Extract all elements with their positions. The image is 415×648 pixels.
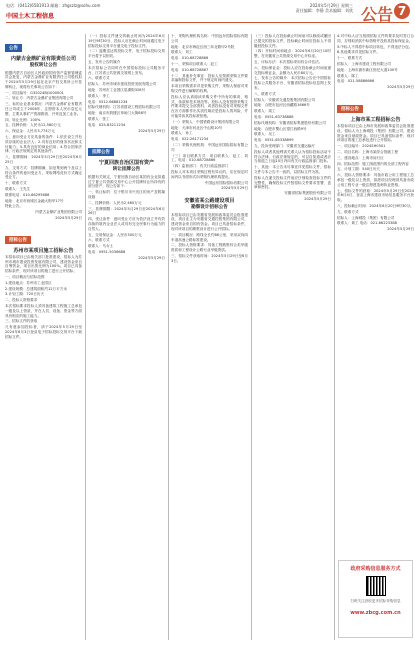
- section-tag-row: [5, 226, 82, 246]
- notice-paragraph: 5.中标人不得将中标项目转包，不得违法分包。: [337, 44, 413, 49]
- notice-paragraph: 投标人或者其他利害关系人认为招标投标活动不符合法律、行政法规规定的，可以自知道或者应当知道之日起10日内向有关行政监督部门投诉。: [254, 149, 331, 164]
- notice-paragraph: 2024年5月29日: [304, 196, 331, 201]
- notice-subtitle: 股权转让公告: [29, 63, 58, 68]
- notice-title: 上海市某工程招标公告: [350, 116, 401, 123]
- notice-paragraph: 四、受让条件：意向受让方应为依法设立并有效存续的境内企业法人或具有完全民事行为能力的自然人。: [88, 217, 165, 231]
- notice-paragraph: 特此公告。: [5, 204, 23, 209]
- notice-title: 苏州市某项目施工招标公告: [13, 247, 74, 254]
- notice-paragraph: 安徽省招标集团股份有限公司: [284, 191, 331, 196]
- notice-paragraph: 投标人对本项目采购过程有异议的，应在规定时间内以书面形式向采购代理机构提出。: [171, 169, 248, 179]
- notice-paragraph: 三、招标文件获取时间：2024年5月29日至6月3日。: [171, 253, 248, 263]
- notice-paragraph: 本次招标要求投标人须具备建筑工程施工总承包一级及以上资质，并在人员、设备、资金等方面具有相应的施工能力。: [5, 303, 82, 318]
- ad-title: 政府采购信息服务方式: [350, 566, 401, 572]
- page-number-badge: 7: [394, 3, 410, 19]
- notice-paragraph: 本招标项目已由相关部门批准建设，招标人为苏州市城市建设投资发展有限公司，建设资金来自自筹资金，项目出资比例为100%。项目已具备招标条件，现对该项目的施工进行公开招标。: [5, 254, 82, 274]
- notice-paragraph: （四）监督部门：有关行政监督部门: [171, 164, 229, 169]
- notice-paragraph: 四、转让比例：100%: [5, 117, 41, 122]
- notice-paragraph: （一）采购人：中国铁路设计集团有限公司: [171, 119, 240, 124]
- notice-paragraph: 本招标项目已由安徽省发展和改革委员会批准建设，项目业主为安徽省交通控股集团有限公司，建设资金来自国有资金。项目已具备招标条件，现对该项目的勘察设计进行公开招标。: [171, 212, 248, 231]
- notice-paragraph: 电话：0512-66881234: [88, 99, 128, 104]
- section-tag: 招标公告: [337, 105, 363, 113]
- notice-paragraph: 招标代理机构：江苏省建设工程招标有限公司: [88, 105, 160, 110]
- notice-paragraph: 电话：021-58886666: [337, 79, 375, 84]
- notice-paragraph: 凡有意参加投标者，请于2024年5月29日至2024年6月3日登录电子招标投标交易平台下载招标文件。: [5, 325, 82, 339]
- notice-paragraph: 十、联系方式: [5, 181, 27, 186]
- notice-paragraph: 2.建设规模：总建筑面积约12万平方米: [5, 286, 67, 291]
- notice-paragraph: 联系人：马女士: [88, 244, 114, 249]
- notice-paragraph: 地址：北京市海淀区西三环北路甲2号院: [171, 44, 235, 49]
- notice-paragraph: 招标人：上海市建设工程有限公司: [337, 61, 391, 66]
- notice-paragraph: 六、投标人资格要求：具备市政公用工程施工总承包一级及以上资质，拟派项目经理须具备市政公用工程专业一级注册建造师执业资格。: [337, 173, 414, 187]
- newspaper-title: 中国土木工程信息: [6, 13, 55, 20]
- notice-paragraph: 二、投标人资格要求: [5, 298, 38, 303]
- notice-title: 宁夏回族自治区国有资产: [98, 160, 154, 167]
- notice-paragraph: 七、意向受让方应具备的条件：1.依法设立并有效存续的企业法人；2.具有良好的财务状况和支付能力；3.具有良好的商业信用；4.符合国家法律、行政法规规定的其他条件。: [5, 135, 82, 154]
- notice-paragraph: 六、联系方式: [88, 238, 110, 243]
- notice-paragraph: 二、挂牌价格：人民币2,460万元: [88, 200, 142, 205]
- column-gap: [171, 192, 248, 196]
- notice-paragraph: 十、其他：本公告未尽事宜详见招标文件，招标文件与本公告不一致的，以招标文件为准。: [254, 165, 331, 174]
- notice-paragraph: 联系人：王先生: [5, 187, 31, 192]
- notice-paragraph: 三、挂牌期限：2024年5月29日至2024年6月26日: [88, 206, 165, 216]
- notice-paragraph: 地址：天津市河北区中山路10号: [171, 125, 223, 130]
- issue-date: 2024年5月29日 星期三: [309, 3, 353, 8]
- notice-paragraph: 本项目采购需求详见采购文件，采购人保留对采购文件进行解释的权利。: [171, 84, 248, 93]
- notice-paragraph: 地址：上海市浦东新区世纪大道100号: [337, 67, 398, 72]
- notice-paragraph: 九、交易方式：挂牌期满，如征集到两个及以上符合条件的意向受让方，采取网络竞价方式确定受让方。: [5, 165, 82, 180]
- column-1: [5, 34, 82, 642]
- notice-subtitle: 勘察设计招标公告: [191, 205, 228, 211]
- notice-paragraph: 八、挂牌期间：2024年5月29日至2024年6月25日: [5, 155, 82, 165]
- notice-paragraph: 联系人：黄工 电话：021-66223388: [337, 221, 397, 226]
- notice-paragraph: 二、转让方：内蒙古金鼎矿业集团有限公司: [5, 96, 74, 101]
- notice-paragraph: 十一、采购项目联系人：赵工: [171, 61, 218, 66]
- notice-paragraph: 招标人：安徽省交通控股集团有限公司: [254, 97, 316, 102]
- section-tag: 招标公告: [5, 236, 31, 244]
- section-title: 公告: [360, 5, 393, 24]
- notice-paragraph: 联系人：陈工: [337, 73, 359, 78]
- notice-paragraph: 招标代理机构：安徽省招标集团股份有限公司: [254, 120, 326, 125]
- notice-paragraph: （四）开标时间和地点：2024年6月20日10时整，在安徽省公共资源交易中心开标室。: [254, 49, 331, 59]
- notice-paragraph: 二、投标人资格要求：具备工程勘察综合类甲级资质和工程设计公路行业甲级资质。: [171, 243, 248, 253]
- notice-paragraph: 2024年5月29日: [55, 216, 82, 221]
- notice-paragraph: 一、转让标的：位于银川市兴庆区的房产及附属设施: [88, 190, 165, 200]
- notice-paragraph: 1.建设地点：苏州市工业园区: [5, 280, 52, 285]
- notice-paragraph: 电话：010-68728866: [171, 56, 209, 61]
- notice-paragraph: 一、项目概况：路线全长约86公里，采用双向四车道高速公路标准建设。: [171, 232, 248, 242]
- column-divider: [334, 34, 335, 640]
- notice-paragraph: 十、采购代理机构名称：中国远东国际招标有限公司: [171, 34, 248, 43]
- notice-paragraph: 联系人：吴工: [254, 132, 276, 137]
- notice-paragraph: 2024年5月29日: [138, 128, 165, 133]
- notice-paragraph: （二）采购代理机构：中国远东国际招标有限公司: [171, 142, 248, 152]
- notice-paragraph: 五、计划工期：540日历天: [337, 167, 380, 172]
- notice-paragraph: 投标人应认真阅读采购文件中所有的事项、格式、条款和技术规范等。投标人没有按照采购文件要求提交全部资料，或者投标没有对采购文件在各方面都作出实质性响应是投标人的风险，并可能导致其投标被拒绝。: [171, 94, 248, 118]
- notice-paragraph: 五、挂牌价格：人民币12,580万元: [5, 123, 61, 128]
- notice-paragraph: 3.计划工期：720日历天: [5, 292, 45, 297]
- notice-paragraph: 五、评标办法：本次招标采用综合评估法。: [254, 59, 323, 64]
- notice-paragraph: 地址：苏州市工业园区星湖街328号: [88, 87, 146, 92]
- masthead-divider: [6, 22, 409, 23]
- notice-paragraph: 电话：0551-63738888: [254, 114, 294, 119]
- notice-paragraph: （一）投标文件递交的截止时间为2024年6月19日9时30分，投标人应在截止时间前通过电子招标投标交易平台递交电子投标文件。: [88, 34, 165, 48]
- notice-paragraph: 一、项目编号：G32024BJ1000001: [5, 90, 64, 95]
- masthead: [0, 0, 415, 34]
- notice-paragraph: 十二、其他补充事宜：投标人应按照采购文件要求编制投标文件，并于规定时间内递交。: [171, 73, 248, 83]
- notice-paragraph: 九、联系方式: [337, 209, 359, 214]
- ad-text: 扫码关注获取更多招标采购信息: [350, 599, 401, 603]
- notice-paragraph: 联系电话：010-66295688: [5, 192, 50, 197]
- notice-paragraph: 联系人：张工: [88, 116, 110, 121]
- notice-paragraph: 十一、联系方式: [337, 56, 363, 61]
- masthead-edition-info: [296, 3, 353, 13]
- notice-paragraph: 六、投标保证金：投标人应在投标截止时间前递交投标保证金，金额为人民币80万元。: [254, 65, 331, 75]
- notice-paragraph: 五、发布公告的媒介: [88, 59, 121, 64]
- notice-paragraph: 本招标项目已由上海市发展和改革委员会批准建设，招标人为上海城投（集团）有限公司，建设资金来自财政资金。项目已具备招标条件，现对该项目的施工总承包进行公开招标。: [337, 123, 414, 143]
- column-5: [337, 34, 414, 554]
- notice-paragraph: 本次招标公告同时在中国招标投标公共服务平台、江苏省公共资源交易网上发布。: [88, 65, 165, 75]
- notice-paragraph: 电话：0951-5036688: [88, 250, 126, 254]
- notice-paragraph: 地址：合肥市蜀山区望江西路9号: [254, 126, 307, 131]
- notice-paragraph: 6.其他要求详见招标文件。: [337, 50, 380, 55]
- notice-paragraph: 联系人：孙工: [171, 131, 193, 136]
- notice-paragraph: 九、投诉受理部门：安徽省交通运输厅: [254, 143, 316, 148]
- notice-paragraph: 招标人：苏州市城市建设投资发展有限公司: [88, 82, 157, 87]
- notice-paragraph: 六、联系方式: [88, 76, 110, 81]
- section-tag-row: [5, 34, 82, 54]
- section-tag-row: [337, 95, 414, 115]
- editor-credits: 责任编辑：李静 美术编辑：刘欣: [295, 8, 353, 13]
- notice-paragraph: 中国远东国际招标有限公司: [204, 180, 248, 185]
- notice-paragraph: 电话：025-83211234: [88, 122, 126, 127]
- notice-paragraph: 电话：010-68728867: [171, 67, 209, 72]
- column-4: [254, 34, 331, 642]
- notice-paragraph: 地址：南京市鼓楼区草场门大街88号: [88, 111, 147, 116]
- column-divider: [251, 34, 252, 640]
- column-3: [171, 34, 248, 642]
- notice-paragraph: （三）项目联系方式：项目联系人：赵工、刘工，电话：010-68728866: [171, 153, 248, 163]
- notice-paragraph: 五、交易保证金：人民币500万元: [88, 232, 142, 237]
- ad-url-link[interactable]: www.zbcg.com.cn: [350, 610, 401, 616]
- notice-title: 安徽省某公路建设项目: [184, 198, 235, 205]
- notice-paragraph: 三、建设地点：上海市闵行区: [337, 155, 384, 160]
- notice-paragraph: 一、项目编号：2024SH0501: [337, 144, 386, 149]
- notice-paragraph: （三）投标人在投标截止时间前可以修改或撤回已提交的投标文件，投标截止时间后投标人不得撤回投标文件。: [254, 34, 331, 48]
- notice-paragraph: 招标人：上海城投（集团）有限公司: [337, 215, 395, 220]
- notice-paragraph: 2024年5月29日: [221, 186, 248, 191]
- notice-paragraph: 4.对中标人应当按照招标文件的要求及时签订合同，否则取消其中标资格并没收其投标保证金。: [337, 34, 414, 43]
- notice-paragraph: （二）逾期送达的投标文件，电子招标投标交易平台将予以拒收。: [88, 49, 165, 59]
- notice-title: 内蒙古金鼎矿业有限责任公司: [10, 56, 76, 62]
- notice-paragraph: 三、招标文件的获取: [5, 319, 38, 324]
- notice-paragraph: 六、保证金：人民币3,774万元: [5, 129, 55, 134]
- notice-paragraph: 四、招标范围：施工图范围内的全部工程内容: [337, 161, 409, 166]
- notice-paragraph: 电话：0551-65338899: [254, 138, 294, 143]
- notice-paragraph: 八、联系方式: [254, 91, 276, 96]
- notice-subtitle: 转让挂牌公告: [112, 167, 141, 173]
- notice-paragraph: 地址：合肥市包河区西藏路1666号: [254, 103, 310, 108]
- column-divider: [85, 34, 86, 640]
- masthead-contact-info: 电话：(0412)6581913 邮箱：zhgszlz@sohu.com: [6, 3, 101, 8]
- column-2: [88, 34, 165, 642]
- notice-paragraph: 联系人：刘工: [171, 50, 193, 55]
- notice-paragraph: 一、项目概况与招标范围: [5, 275, 45, 279]
- notice-paragraph: 根据内蒙古自治区人民政府国有资产监督管理委员会批复，内蒙古金鼎矿业有限责任公司股权拟于2024年5月29日起在北京产权交易所公开挂牌转让，现将有关事项公告如下：: [5, 70, 82, 89]
- notice-paragraph: 内蒙古金鼎矿业集团有限公司: [35, 210, 82, 215]
- qr-code-icon: [366, 576, 386, 596]
- notice-paragraph: 根据有关规定，宁夏回族自治区某国有企业拟通过宁夏公共资源交易中心公开挂牌转让所持有的部分资产，现公告如下：: [88, 174, 165, 189]
- notice-paragraph: 投标人在递交投标文件前应仔细检查投标文件的完整性，确保投标文件按招标文件要求签署、盖章和密封。: [254, 175, 331, 190]
- notice-paragraph: 联系人：李工: [88, 93, 110, 98]
- notice-paragraph: 八、投标截止时间：2024年6月20日9时30分。: [337, 203, 414, 208]
- notice-paragraph: 七、发布公告的媒介：本次招标公告在中国招标投标公共服务平台、安徽省招标投标信息网上发布。: [254, 76, 331, 90]
- notice-paragraph: 电话：022-26171234: [171, 137, 209, 142]
- notice-paragraph: 2024年5月29日: [387, 227, 414, 232]
- notice-paragraph: 三、标的企业基本情况：内蒙古金鼎矿业有限责任公司成立于2008年，注册资本人民币壹亿元整，主要从事矿产资源勘查、开采及加工业务。: [5, 102, 82, 116]
- notice-paragraph: 联系人：周工: [254, 109, 276, 114]
- section-tag: 挂牌公告: [88, 148, 114, 156]
- column-divider: [168, 34, 169, 640]
- notice-paragraph: 七、招标文件的获取：2024年5月29日至2024年6月4日，登录上海市建设市场信息服务平台获取。: [337, 188, 414, 203]
- section-tag: 公告: [5, 44, 22, 52]
- notice-paragraph: 地址：北京市西城区金融大街甲17号: [5, 198, 64, 203]
- section-tag-row: [88, 138, 165, 158]
- notice-paragraph: 二、项目名称：上海市某综合管廊工程: [337, 149, 399, 154]
- notice-paragraph: 2024年5月29日: [138, 255, 165, 260]
- ad-box[interactable]: [338, 560, 413, 638]
- notice-paragraph: 2024年5月29日: [387, 85, 414, 90]
